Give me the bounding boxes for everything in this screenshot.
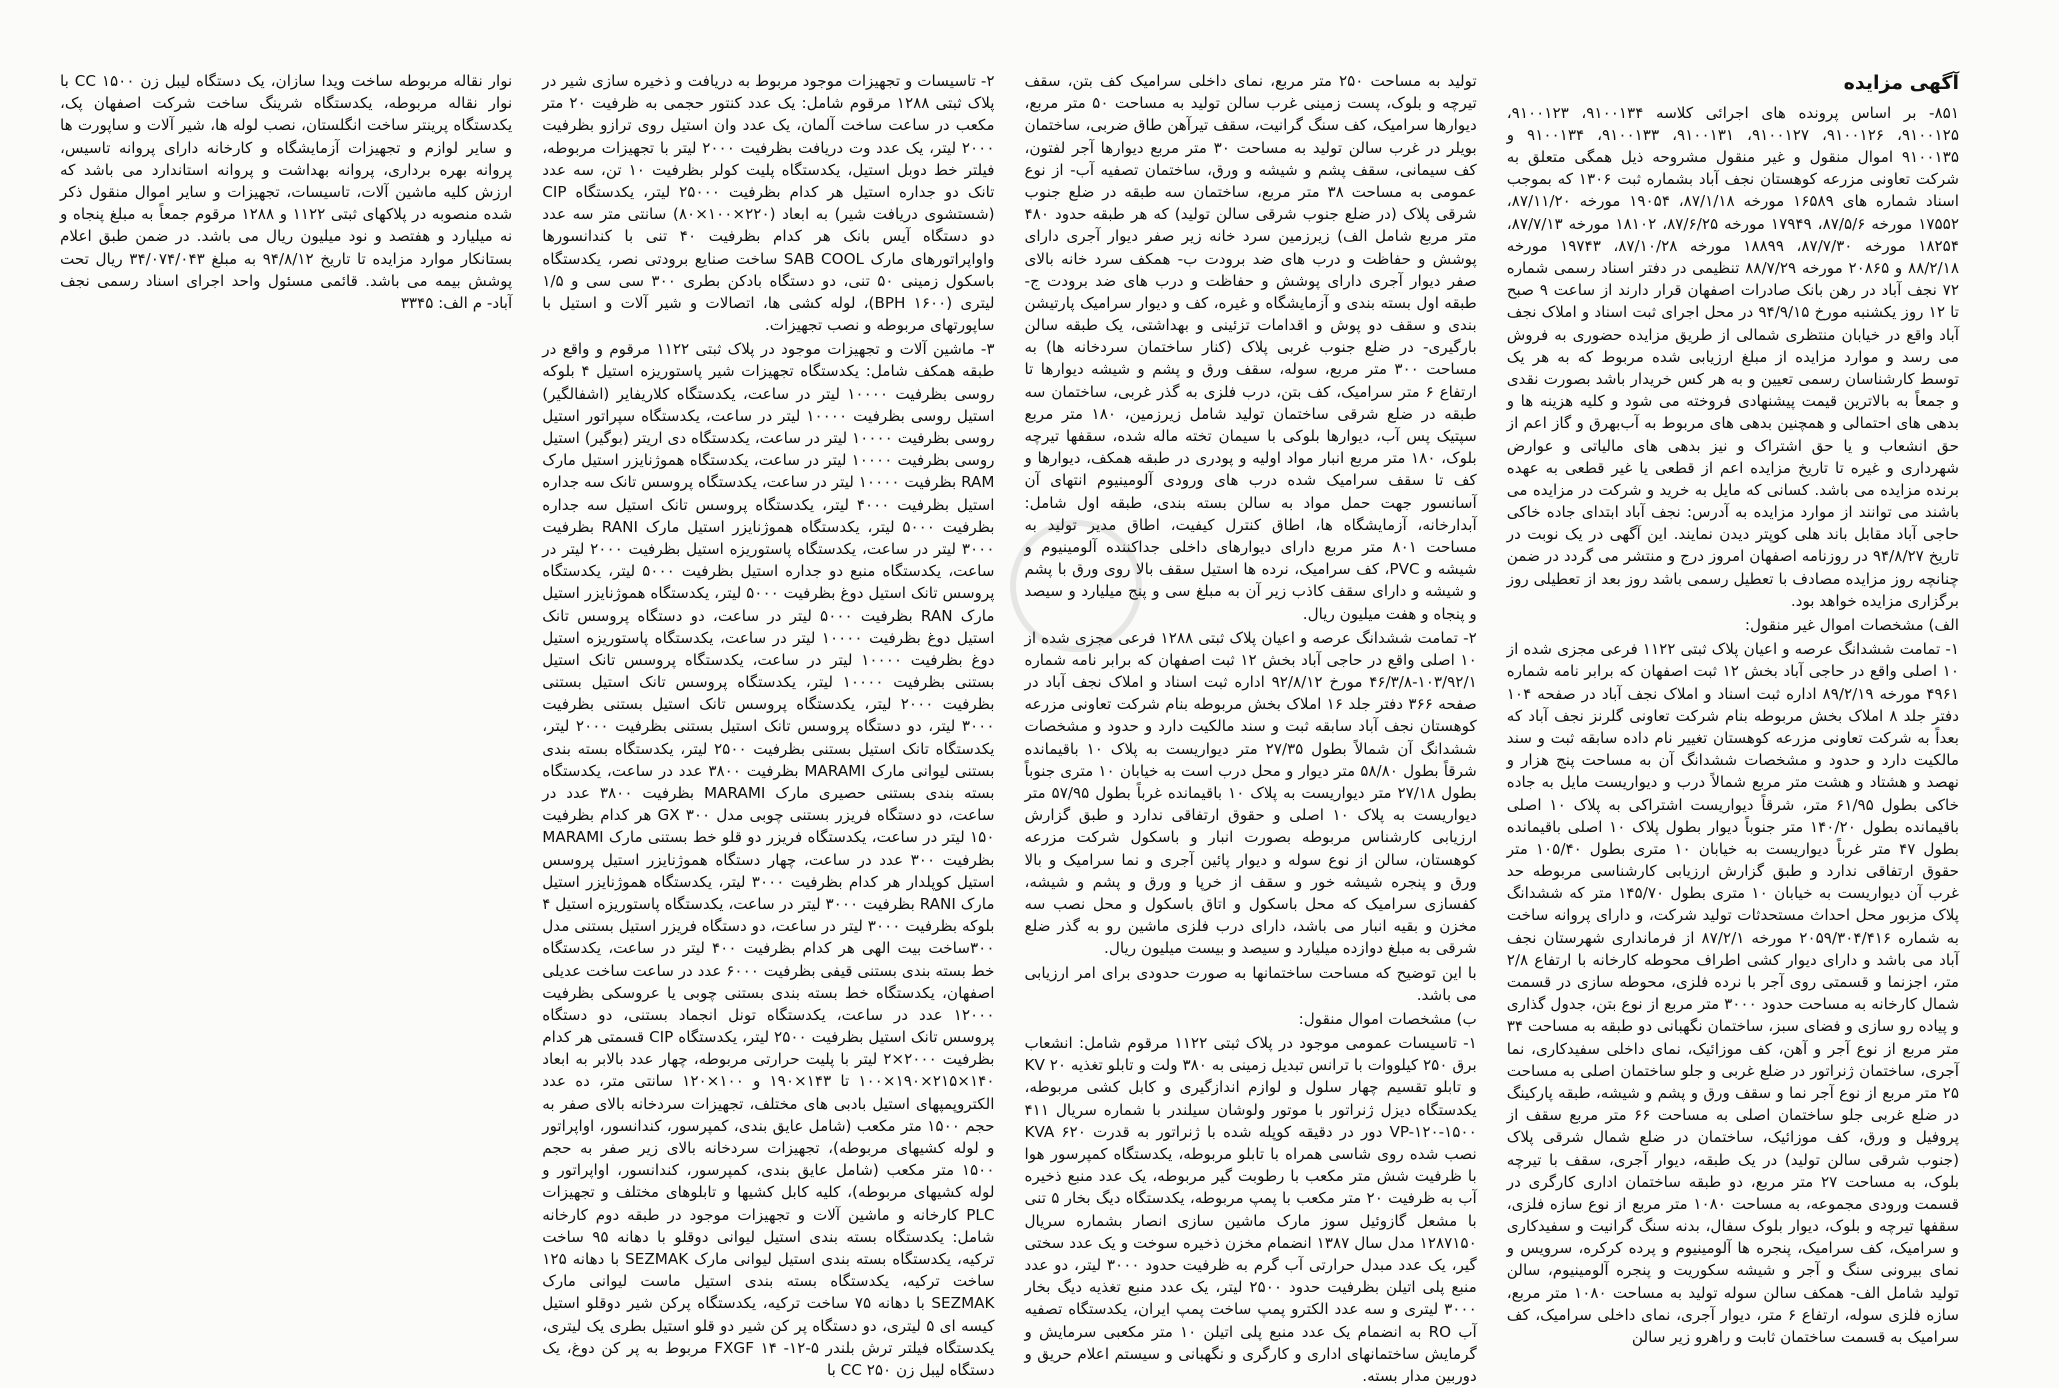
column-1 (1507, 70, 1959, 1348)
paragraph: ۲- تمامت ششدانگ عرصه و اعیان پلاک ثبتی ۱۲۸۸ فرعی مجزی شده از ۱۰ اصلی واقع در حاجی آباد بخش ۱۲ ثبت اصفهان که برابر نامه شماره ۱۰۳/۹۲/۱-۴۶/۳/۸ مورخ ۹۲/۸/۱۲ اداره ثبت اسناد و املاک نجف آباد در صفحه ۳۶۶ دفتر جلد ۱۶ املاک بخش مربوطه بنام شرکت تعاونی مزرعه کوهستان نجف آباد سابقه ثبت و سند مالکیت دارد و حدود و مشخصات ششدانگ آن شمالاً بطول ۲۷/۳۵ متر دیواریست به پلاک ۱۰ باقیمانده شرقاً بطول ۵۸/۸۰ متر دیوار و محل درب است به خیابان ۱۰ متری جنوباً بطول ۲۷/۱۸ متر دیواریست به پلاک ۱۰ باقیمانده غرباً بطول ۵۷/۹۵ متر دیواریست به پلاک ۱۰ اصلی و حقوق ارتفاقی ندارد و طبق گزارش ارزیابی کارشناس مربوطه بصورت انبار و باسکول شرکت مزرعه کوهستان، سالن از نوع سوله و دیوار پائین آجری و نما سرامیک و بالا ورق و پنجره شیشه خور و سقف از خرپا و ورق و پشم و شیشه، کفسازی سرامیک که محل باسکول و اتاق باسکول و محل نصب سه مخزن و بقیه انبار می باشد، دارای درب فلزی ماشین رو به گذر ضلع شرقی به مبلغ دوازده میلیارد و سیصد و بیست میلیون ریال. (1024, 628, 1477, 958)
paragraph: ۲- تاسیسات و تجهیزات موجود مربوط به دریافت و ذخیره سازی شیر در پلاک ثبتی ۱۲۸۸ مرقوم شامل: یک عدد کنتور حجمی به ظرفیت ۲۰ متر مکعب در ساعت ساخت آلمان، یک عدد وان استیل روی ترازو بظرفیت ۲۰۰۰ لیتر، یک عدد وت دریافت بظرفیت ۲۰۰۰ لیتر با تجهیزات مربوطه، فیلتر خط دوبل استیل، یکدستگاه پلیت کولر بظرفیت ۱۰ تن، سه عدد تانک دو جداره استیل هر کدام بظرفیت ۲۵۰۰۰ لیتر، یکدستگاه CIP (شستشوی دریافت شیر) به ابعاد (۲۲۰×۱۰۰×۸۰) سانتی متر سه عدد دو دستگاه آیس بانک هر کدام بظرفیت ۴۰ تنی با کندانسورها واواپراتورهای مارک SAB COOL ساخت صنایع برودتی نصر، یکدستگاه باسکول زمینی ۵۰ تنی، دو دستگاه بادکن بطری ۳۰۰ سی سی و ۱/۵ لیتری (BPH ۱۶۰۰)، لوله کشی ها، اتصالات و شیر آلات و استیل با ساپورتهای مربوطه و نصب تجهیزات. (542, 72, 995, 335)
paragraph: ۱- تاسیسات عمومی موجود در پلاک ثبتی ۱۱۲۲ مرقوم شامل: انشعاب برق ۲۵۰ کیلووات با ترانس تبدیل زمینی به ۳۸۰ ولت و تابلو تغذیه KV ۲۰ و تابلو تقسیم چهار سلول و لوازم اندازگیری و کابل کشی مربوطه، یکدستگاه دیزل ژنراتور با موتور ولوشان سیلندر با شماره سریال ۴۱۱ VP-۱۲۰-۱۵۰۰ دور در دقیقه کوپله شده با ژنراتور به قدرت ۶۲۰ KVA نصب شده روی شاسی همراه با تابلو مربوطه، یکدستگاه کمپرسور هوا با ظرفیت شش متر مکعب با رطوبت گیر مربوطه، یک عدد منبع ذخیره آب به ظرفیت ۲۰ متر مکعب با پمپ مربوطه، یکدستگاه دیگ بخار ۵ تنی با مشعل گازوئیل سوز مارک ماشین سازی انصار بشماره سریال ۱۲۸۷۱۵۰ مدل سال ۱۳۸۷ انضمام مخزن ذخیره سوخت و یک عدد سختی گیر، یک عدد مبدل حرارتی آب گرم به ظرفیت حدود ۳۰۰۰ لیتر، دو عدد منبع پلی اتیلن بظرفیت حدود ۲۵۰۰ لیتر، یک عدد منبع تغذیه دیگ بخار ۳۰۰۰ لیتری و سه عدد الکترو پمپ ساخت پمپ ایران، یکدستگاه تصفیه آب RO به انضمام یک عدد منبع پلی اتیلن ۱۰ متر مکعبی سرمایش و گرمایش ساختمانهای اداری و کارگری و نگهبانی و سیستم اعلام حریق و دوربین مدار بسته. (1024, 1034, 1477, 1385)
column-4 (60, 70, 512, 1348)
paragraph: نوار نقاله مربوطه ساخت ویدا سازان، یک دستگاه لیبل زن CC ۱۵۰۰ با نوار نقاله مربوطه، یکدستگاه شرینگ ساخت شرکت اصفهان پک، یکدستگاه پرینتر ساخت انگلستان، نصب لوله ها، شیر آلات و ساپورت ها و سایر لوازم و تجهیزات آزمایشگاه و کارخانه دارای پروانه تاسیس، پروانه بهره برداری، پروانه بهداشت و پروانه استاندارد می باشد که ارزش کلیه ماشین آلات، تاسیسات، تجهیزات و سایر اموال منقول ذکر شده منصوبه در پلاکهای ثبتی ۱۱۲۲ و ۱۲۸۸ مرقوم جمعاً به مبلغ پنجاه و نه میلیارد و هفتصد و نود میلیون ریال می باشد. در ضمن طبق اعلام بستانکار موارد مزایده تا تاریخ ۹۴/۸/۱۲ به مبلغ ۳۴/۰۷۴/۰۴۳ ریال تحت پوشش بیمه می باشد. قائمی مسئول واحد اجرای اسناد رسمی نجف آباد- م الف: ۳۳۴۵ (60, 72, 513, 312)
paragraph: تولید به مساحت ۲۵۰ متر مربع، نمای داخلی سرامیک کف بتن، سقف تیرچه و بلوک، پست زمینی غرب سالن تولید به مساحت ۵۰ متر مربع، دیوارها سرامیک، کف سنگ گرانیت، سقف تیرآهن طاق ضربی، ساختمان بویلر در غرب سالن تولید به مساحت ۳۰ متر مربع دیوارها آجر لفتون، کف سیمانی، سقف پشم و شیشه و ورق، ساختمان تصفیه آب- از نوع عمومی به مساحت ۳۸ متر مربع، ساختمان سه طبقه در ضلع جنوب شرقی پلاک (در ضلع جنوب شرقی سالن تولید) که هر طبقه حدود ۴۸۰ متر مربع شامل الف) زیرزمین سرد خانه زیر صفر دیوار آجری دارای پوشش و حفاظت و درب های ضد برودت ب- همکف سرد خانه بالای صفر دیوار آجری دارای پوشش و حفاظت و درب های ضد برودت ج- طبقه اول بسته بندی و آزمایشگاه و غیره، کف و دیوار سرامیک پارتیشن بندی و سقف دو پوش و اقدامات تزئینی و بهداشتی، یک طبقه سالن بارگیری- در ضلع جنوب غربی پلاک (کنار ساختمان سردخانه ها) به مساحت ۳۰۰ متر مربع، سوله، سقف ورق و پشم و شیشه دیوارها تا ارتفاع ۶ متر سرامیک، کف بتن، درب فلزی به گذر غربی، ساختمان سه طبقه در ضلع شرقی ساختمان تولید شامل زیرزمین، ۱۸۰ متر مربع سپتیک پس آب، دیوارها بلوکی با سیمان تخته ماله شده، سقفها تیرچه بلوک، ۱۸۰ متر مربع انبار مواد اولیه و پودری در طبقه همکف، دیوارها و کف تا سقف سرامیک شده درب های ورودی آلومینیوم انتهای آن آسانسور جهت حمل مواد به سالن بسته بندی، طبقه اول شامل: آبدارخانه، آزمایشگاه ها، اطاق کنترل کیفیت، اطاق مدیر تولید به مساحت ۸۰۱ متر مربع دارای دیوارهای داخلی جداکننده آلومینیوم و شیشه و PVC، کف سرامیک، نرده ها استیل سقف بالا روی ورق با پشم و شیشه و دارای سقف کاذب زیر آن به مبلغ سی و پنج میلیارد و سیصد و پنجاه و هفت میلیون ریال. (1024, 72, 1477, 623)
text-columns (60, 70, 1960, 1385)
paragraph: با این توضیح که مساحت ساختمانها به صورت حدودی برای امر ارزیابی می باشد. (1024, 963, 1477, 1004)
notice-title: آگهی مزایده (1843, 72, 1959, 94)
paragraph: الف) مشخصات اموال غیر منقول: (1744, 616, 1959, 635)
column-3 (542, 70, 995, 1379)
column-2 (1024, 70, 1477, 1385)
paragraph: ۸۵۱- بر اساس پرونده های اجرائی کلاسه ۹۱۰۰۱۳۴، ۹۱۰۰۱۲۳، ۹۱۰۰۱۲۵، ۹۱۰۰۱۲۶، ۹۱۰۰۱۲۷، ۹۱۰۰۱۳۱، ۹۱۰۰۱۳۳، ۹۱۰۰۱۳۴ و ۹۱۰۰۱۳۵ اموال منقول و غیر منقول مشروحه ذیل همگی متعلق به شرکت تعاونی مزرعه کوهستان نجف آباد بشماره ثبت ۱۳۰۶ که بموجب اسناد شماره های ۱۶۵۸۹ مورخه ۸۷/۱/۱۸، ۱۹۰۵۴ مورخه ۸۷/۱۱/۲۰، ۱۷۵۵۲ مورخه ۸۷/۵/۶، ۱۷۹۴۹ مورخه ۸۷/۶/۲۵، ۱۸۱۰۲ مورخه ۸۷/۷/۱۳، ۱۸۲۵۴ مورخه ۸۷/۷/۳۰، ۱۸۸۹۹ مورخه ۸۷/۱۰/۲۸، ۱۹۷۴۳ مورخه ۸۸/۲/۱۸ و ۲۰۸۶۵ مورخه ۸۸/۷/۲۹ تنظیمی در دفتر اسناد رسمی شماره ۷۲ نجف آباد در رهن بانک صادرات اصفهان قرار دارند از ساعت ۹ صبح تا ۱۲ روز یکشنبه مورخ ۹۴/۹/۱۵ در محل اجرای ثبت اسناد و املاک نجف آباد واقع در خیابان منتظری شمالی از طریق مزایده حضوری به فروش می رسد و موارد مزایده از مبلغ ارزیابی شده مربوط که به هر یک توسط کارشناسان رسمی تعیین و به هر کس خریدار باشد بصورت نقدی و جمعاً به بالاترین قیمت پیشنهادی فروخته می شود و کلیه هزینه ها و بدهی های احتمالی و همچنین بدهی های مربوط به آب‌بهرق و گاز اعم از حق انشعاب و یا حق اشتراک و نیز بدهی های مالیاتی و عوارض شهرداری و غیره تا تاریخ مزایده اعم از قطعی یا غیر قطعی به عهده برنده مزایده می باشد. کسانی که مایل به خرید و شرکت در مزایده می باشند می توانند از موارد مزایده به آدرس: نجف آباد ابتدای جاده خاکی حاجی آباد مقابل باند هلی کوپتر دیدن نمایند. این آگهی در یک نوبت در تاریخ ۹۴/۸/۲۷ در روزنامه اصفهان امروز درج و منتشر می گردد در ضمن چنانچه روز مزایده مصادف با تعطیل رسمی باشد روز بعد از تعطیلی روز برگزاری مزایده خواهد بود. (1506, 103, 1959, 610)
paragraph: ۱- تمامت ششدانگ عرصه و اعیان پلاک ثبتی ۱۱۲۲ فرعی مجزی شده از ۱۰ اصلی واقع در حاجی آباد بخش ۱۲ ثبت اصفهان که برابر نامه شماره ۴۹۶۱ مورخه ۸۹/۲/۱۹ اداره ثبت اسناد و املاک نجف آباد در صفحه ۱۰۴ دفتر جلد ۸ املاک بخش مربوطه بنام شرکت تعاونی گلرنز نجف آباد که بعداً به شرکت تعاونی مزرعه کوهستان تغییر نام داده سابقه ثبت و سند مالکیت دارد و حدود و مشخصات ششدانگ آن به مساحت پنج هزار و نهصد و هشتاد و هشت متر مربع شمالاً درب و دیواریست مایل به جاده خاکی بطول ۶۱/۹۵ متر، شرقاً دیواریست اشتراکی به پلاک ۱۰ اصلی باقیمانده بطول ۱۴۰/۲۰ متر جنوباً دیوار بطول پلاک ۱۰ اصلی باقیمانده بطول ۴۷ متر غرباً دیواریست به خیابان ۱۰ متری بطول ۱۰۵/۴۰ متر حقوق ارتفاقی ندارد و طبق گزارش ارزیابی کارشناسی مربوطه حد غرب آن دیواریست به خیابان ۱۰ متری بطول ۱۴۵/۷۰ متر که ششدانگ پلاک مزبور محل احداث مستحدثات تولید شرکت، و دارای پروانه ساخت به شماره ۲۰۵۹/۳۰۴/۴۱۶ مورخه ۸۷/۲/۱ از فرمانداری شهرستان نجف آباد می باشد و دارای دیوار کشی اطراف محوطه کارخانه با ارتفاع ۲/۸ متر، اجزنما و قسمتی روی آجر با نرده فلزی، محوطه سازی در قسمت شمال کارخانه به مساحت حدود ۳۰۰۰ متر مربع از نوع بتن، جدول گذاری و پیاده رو سازی و فضای سبز، ساختمان نگهبانی دو طبقه به مساحت ۳۴ متر مربع از نوع آجر و آهن، کف موزائیک، نمای داخلی سفیدکاری، نما آجری، ساختمان ژنراتور در ضلع غربی و جلو ساختمان اصلی به مساحت ۲۵ متر مربع از نوع آجر نما و سقف ورق و پشم و شیشه، طبقه پارکینگ در ضلع غربی جلو ساختمان اصلی به مساحت ۶۶ متر مربع سقف از پروفیل و ورق، کف موزائیک، ساختمان در ضلع شمال شرقی پلاک (جنوب شرقی سالن تولید) در یک طبقه، دیوار آجری، سقف با تیرچه بلوک، به مساحت ۲۷ متر مربع، دو طبقه ساختمان اداری کارگری در قسمت ورودی مجموعه، به مساحت ۱۰۸۰ متر مربع از نوع سازه فلزی، سقفها تیرچه و بلوک، دیوار بلوک سفال، بدنه سنگ گرانیت و سفیدکاری و سرامیک، کف سرامیک، پنجره ها آلومینیوم و پرده کرکره، سرویس و نمای بیرونی سنگ و آجر و شیشه سکوریت و پنجره آلومینیوم، سالن تولید شامل الف- همکف سالن سوله تولید به مساحت ۱۰۸۰ متر مربع، سازه فلزی سوله، ارتفاع ۶ متر، دیوار آجری، نمای داخلی سرامیک، کف سرامیک به قسمت ساختمان ثابت و راهرو زیر سالن (1506, 640, 1960, 1347)
paragraph: ب) مشخصات اموال منقول: (1298, 1009, 1477, 1028)
paragraph: ۳- ماشین آلات و تجهیزات موجود در پلاک ثبتی ۱۱۲۲ مرقوم و واقع در طبقه همکف شامل: یکدستگاه تجهیزات شیر پاستوریزه استیل ۴ بلوکه روسی بظرفیت ۱۰۰۰۰ لیتر در ساعت، یکدستگاه کلاریفایر (اشفالگیر) استیل روسی بظرفیت ۱۰۰۰۰ لیتر در ساعت، یکدستگاه سپراتور استیل روسی بظرفیت ۱۰۰۰۰ لیتر در ساعت، یکدستگاه دی اریتر (بوگیر) استیل روسی بظرفیت ۱۰۰۰۰ لیتر در ساعت، یکدستگاه هموژنایزر استیل مارک RAM بظرفیت ۱۰۰۰۰ لیتر در ساعت، یکدستگاه پروسس تانک سه جداره استیل بظرفیت ۴۰۰۰ لیتر، یکدستگاه پروسس تانک استیل سه جداره بظرفیت ۵۰۰۰ لیتر، یکدستگاه هموژنایزر استیل مارک RANI بظرفیت ۳۰۰۰ لیتر در ساعت، یکدستگاه پاستوریزه استیل بظرفیت ۲۰۰۰ لیتر در ساعت، یکدستگاه منبع دو جداره استیل بظرفیت ۵۰۰۰ لیتر، یکدستگاه پروسس تانک استیل دوغ بظرفیت ۵۰۰۰ لیتر، یکدستگاه هموژنایزر استیل مارک RAN بظرفیت ۵۰۰۰ لیتر در ساعت، دو دستگاه پروسس تانک استیل دوغ بظرفیت ۱۰۰۰۰ لیتر در ساعت، یکدستگاه پاستوریزه استیل دوغ بظرفیت ۱۰۰۰۰ لیتر در ساعت، یکدستگاه پروسس تانک استیل بستنی بظرفیت ۱۰۰۰۰ لیتر، یکدستگاه پروسس تانک استیل بستنی بظرفیت ۲۰۰۰ لیتر، یکدستگاه پروسس تانک استیل بستنی بظرفیت ۳۰۰۰ لیتر، دو دستگاه پروسس تانک استیل بستنی بظرفیت ۲۰۰۰ لیتر، یکدستگاه تانک استیل بستنی بظرفیت ۲۵۰۰ لیتر، یکدستگاه بسته بندی بستنی لیوانی مارک MARAMI بظرفیت ۳۸۰۰ عدد در ساعت، یکدستگاه بسته بندی بستنی حصیری مارک MARAMI بظرفیت ۳۸۰۰ عدد در ساعت، دو دستگاه فریزر بستنی چوبی مدل GX ۳۰۰ هر کدام بظرفیت ۱۵۰ لیتر در ساعت، یکدستگاه فریزر دو قلو خط بستنی مارک MARAMI بظرفیت ۳۰۰ عدد در ساعت، چهار دستگاه هموژنایزر استیل پروسس استیل کوپلدار هر کدام بظرفیت ۳۰۰۰ لیتر، یکدستگاه هموژنایزر استیل مارک RANI بظرفیت ۳۰۰۰ لیتر در ساعت، یکدستگاه پاستوریزه استیل ۴ بلوکه بظرفیت ۳۰۰۰ لیتر در ساعت، دو دستگاه فریزر استیل بستنی مدل ۳۰۰ساخت بیت الهی هر کدام بظرفیت ۴۰۰ لیتر در ساعت، یکدستگاه خط بسته بندی بستنی قیفی بظرفیت ۶۰۰۰ عدد در ساعت ساخت عدیلی اصفهان، یکدستگاه خط بسته بندی بستنی چوبی یا عروسکی بظرفیت ۱۲۰۰۰ عدد در ساعت، یکدستگاه تونل انجماد بستنی، دو دستگاه پروسس تانک استیل بظرفیت ۲۵۰۰ لیتر، یکدستگاه CIP قسمتی هر کدام بظرفیت ۲۰۰۰×۲ لیتر با پلیت حرارتی مربوطه، چهار عدد بالابر به ابعاد ۱۴۰×۲۱۵×۱۹۰×۱۰۰ تا ۱۴۳×۱۹۰ و ۱۰۰×۱۲۰ سانتی متر، ده عدد الکتروپمپهای استیل بادبی های مختلف، تجهیزات سردخانه بالای صفر به حجم ۱۵۰۰ متر مکعب (شامل عایق بندی، کمپرسور، کندانسور، اواپراتور و لوله کشیهای مربوطه)، تجهیزات سردخانه بالای زیر صفر به حجم ۱۵۰۰ متر مکعب (شامل عایق بندی، کمپرسور، کندانسور، اواپراتور و لوله کشیهای مربوطه)، کلیه کابل کشیها و تابلوهای مختلف و تجهیزات PLC کارخانه و ماشین آلات و تجهیزات موجود در طبقه دوم کارخانه شامل: یکدستگاه بسته بندی استیل لیوانی دوقلو با دهانه ۹۵ ساخت ترکیه، یکدستگاه بسته بندی استیل لیوانی مارک SEZMAK با دهانه ۱۲۵ ساخت ترکیه، یکدستگاه بسته بندی استیل ماست لیوانی مارک SEZMAK با دهانه ۷۵ ساخت ترکیه، یکدستگاه پرکن شیر دوقلو استیل کیسه ای ۵ لیتری، دو دستگاه پر کن شیر دو قلو استیل بطری یک لیتری، یکدستگاه فیلتر ترش بلندر ۵-۱۲- FXGF ۱۴ مربوط به پر کن دوغ، یک دستگاه لیبل زن CC ۲۵۰ با (542, 340, 995, 1379)
